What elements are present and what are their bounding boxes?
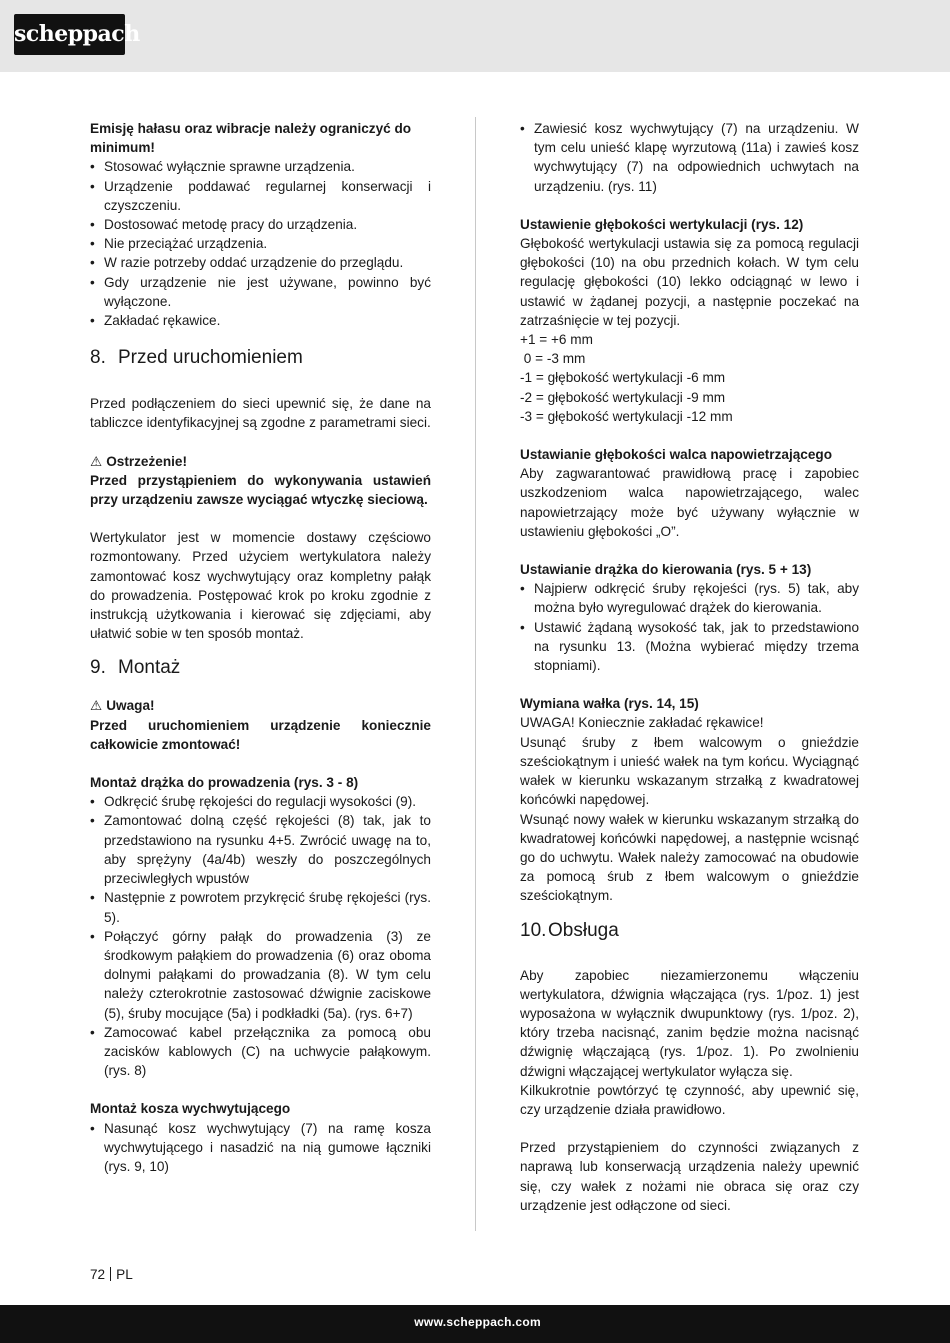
list-item: • Najpierw odkręcić śruby rękojeści (rys. 5) tak, aby można było wyregulować drążek do kierowania.	[520, 579, 859, 617]
brand-logo: scheppach	[14, 14, 125, 55]
right-column	[520, 119, 859, 1215]
list-item: • Zawiesić kosz wychwytujący (7) na urządzeniu. W tym celu unieść klapę wyrzutową (11a) i zawieś kosz wychwytujący (7) na odpowiednich uchwytach na urządzeniu. (rys. 11)	[520, 119, 859, 196]
website-link[interactable]: www.scheppach.com	[414, 1315, 541, 1329]
warning-heading	[90, 452, 431, 471]
list-item: • Odkręcić śrubę rękojeści do regulacji wysokości (9).	[90, 792, 431, 811]
depth-value: 0 = -3 mm	[520, 351, 586, 367]
paragraph: Aby zagwarantować prawidłową pracę i zapobiec uszkodzeniom walca napowietrzającego, walec napowietrzający może być używany wyłącznie w ustawieniu głębokości „O”.	[520, 466, 859, 539]
basket-list-continued	[520, 119, 859, 196]
caution-label: Uwaga!	[106, 698, 155, 714]
depth-value: -1 = głębokość wertykulacji -6 mm	[520, 370, 726, 386]
section-number: 9.	[90, 657, 106, 679]
list-item: • Ustawić żądaną wysokość tak, jak to przedstawiono na rysunku 13. (Można wybierać między trzema stopniami).	[520, 618, 859, 676]
header-bar	[0, 0, 950, 72]
section-title: Przed uruchomieniem	[118, 347, 303, 369]
paragraph: Kilkukrotnie powtórzyć tę czynność, aby upewnić się, czy urządzenie działa prawidłowo.	[520, 1082, 859, 1117]
section-10-heading	[520, 919, 859, 943]
list-item: • Połączyć górny pałąk do prowadzenia (3) ze środkowym pałąkiem do prowadzenia (6) oraz oboma dolnymi pałąkami do prowadzania (8). W tym celu należy czterokrotnie zastosować dźwignie zaciskowe (5), śruby mocujące (5a) i podkładki (5a). (rys. 6+7)	[90, 927, 431, 1023]
list-item: • Gdy urządzenie nie jest używane, powinno być wyłączone.	[90, 273, 431, 311]
basket-list	[90, 1119, 431, 1177]
depth-value: -2 = głębokość wertykulacji -9 mm	[520, 389, 726, 405]
warning-text: Przed przystąpieniem do wykonywania ustawień przy urządzeniu zawsze wyciągać wtyczkę sieciową.	[90, 472, 431, 508]
list-item: • Zakładać rękawice.	[90, 311, 431, 330]
list-item: • Urządzenie poddawać regularnej konserwacji i czyszczeniu.	[90, 177, 431, 215]
section-title: Obsługa	[548, 919, 619, 941]
section-9-heading	[90, 656, 431, 680]
subheading: Montaż kosza wychwytującego	[90, 1101, 291, 1117]
caution-text: Przed uruchomieniem urządzenie koniecznie całkowicie zmontować!	[90, 717, 431, 752]
depth-value: -3 = głębokość wertykulacji -12 mm	[520, 408, 733, 424]
steer-list	[520, 579, 859, 675]
section-number: 8.	[90, 347, 106, 369]
subheading: Wymiana wałka (rys. 14, 15)	[520, 696, 699, 712]
subheading: Ustawianie głębokości walca napowietrzającego	[520, 447, 833, 463]
warning-label: Ostrzeżenie!	[106, 453, 188, 469]
column-divider	[475, 117, 476, 1231]
section-number: 10.	[520, 919, 547, 941]
handle-list	[90, 792, 431, 1080]
paragraph: UWAGA! Koniecznie zakładać rękawice!	[520, 715, 764, 731]
language-code: PL	[116, 1267, 133, 1282]
section-title: Montaż	[118, 657, 181, 679]
page-number	[90, 1265, 133, 1284]
footer-bar	[0, 1305, 950, 1343]
warning-icon: ⚠	[90, 698, 103, 714]
paragraph: Aby zapobiec niezamierzonemu włączeniu wertykulatora, dźwignia włączająca (rys. 1/poz. 1) jest wyposażona w wyłącznik dwupunktowy (rys. 1/poz. 2), który trzeba nacisnąć, zanim będzie można nacisnąć dźwignię włączającą (rys. 1/poz. 1). Po zwolnieniu dźwigni włączającej wertykulator wyłącza się.	[520, 967, 859, 1079]
paragraph: Wsunąć nowy wałek w kierunku wskazanym strzałką do kwadratowej końcówki napędowej, a następnie wcisnąć go do uchwytu. Wałek należy zamocować na obudowie za pomocą śrub z łbem walcowym o gnieździe sześciokątnym.	[520, 811, 859, 904]
list-item: • Stosować wyłącznie sprawne urządzenia.	[90, 157, 431, 176]
list-item: • Zamontować dolną część rękojeści (8) tak, jak to przedstawiono na rysunku 4+5. Zwrócić uwagę na to, aby sprężyny (4a/4b) weszły do poszczególnych przeciwległych wpustów	[90, 811, 431, 888]
subheading: Ustawienie głębokości wertykulacji (rys. 12)	[520, 216, 804, 232]
list-item: • Następnie z powrotem przykręcić śrubę rękojeści (rys. 5).	[90, 888, 431, 926]
paragraph: Usunąć śruby z łbem walcowym o gnieździe sześciokątnym i unieść wałek na tym końcu. Wyciągnąć wałek w kierunku wskazanym strzałką z kwadratowej końcówki napędowej.	[520, 734, 859, 808]
paragraph: Głębokość wertykulacji ustawia się za pomocą regulacji głębokości (10) na obu przednich kołach. W tym celu regulację głębokości (10) lekko odciągnąć w lewo i ustawić w żądanej pozycji, a następnie poczekać na zatrzaśnięcie w tej pozycji.	[520, 236, 859, 328]
list-item: • Nie przeciążać urządzenia.	[90, 234, 431, 253]
subheading: Ustawianie drążka do kierowania (rys. 5 + 13)	[520, 562, 812, 578]
separator	[110, 1267, 111, 1281]
list-item: • Dostosować metodę pracy do urządzenia.	[90, 215, 431, 234]
depth-value: +1 = +6 mm	[520, 332, 593, 348]
section-8-heading	[90, 346, 431, 370]
list-item: • W razie potrzeby oddać urządzenie do przeglądu.	[90, 253, 431, 272]
noise-list	[90, 157, 431, 330]
page-number-value: 72	[90, 1267, 106, 1282]
paragraph: Przed przystąpieniem do czynności związanych z naprawą lub konserwacją urządzenia należy upewnić się, czy wałek z nożami nie obraca się oraz czy urządzenie jest odłączone od sieci.	[520, 1140, 859, 1213]
caution-heading	[90, 696, 431, 715]
list-item: • Zamocować kabel przełącznika za pomocą obu zacisków kablowych (C) na uchwycie pałąkowym. (rys. 8)	[90, 1023, 431, 1081]
noise-title: Emisję hałasu oraz wibracje należy ograniczyć do minimum!	[90, 121, 412, 156]
left-column	[90, 119, 431, 1176]
list-item: • Nasunąć kosz wychwytujący (7) na ramę kosza wychwytującego i nasadzić na nią gumowe łączniki (rys. 9, 10)	[90, 1119, 431, 1177]
warning-icon: ⚠	[90, 453, 103, 469]
paragraph: Przed podłączeniem do sieci upewnić się, że dane na tabliczce identyfikacyjnej są zgodne z parametrami sieci.	[90, 396, 431, 431]
paragraph: Wertykulator jest w momencie dostawy częściowo rozmontowany. Przed użyciem wertykulatora należy zamontować kosz wychwytujący oraz kompletny pałąk do prowadzenia. Postępować krok po kroku zgodnie z instrukcją użytkowania i kierować się zdjęciami, aby ułatwić sobie w ten sposób montaż.	[90, 530, 431, 642]
subheading: Montaż drążka do prowadzenia (rys. 3 - 8)	[90, 775, 359, 791]
